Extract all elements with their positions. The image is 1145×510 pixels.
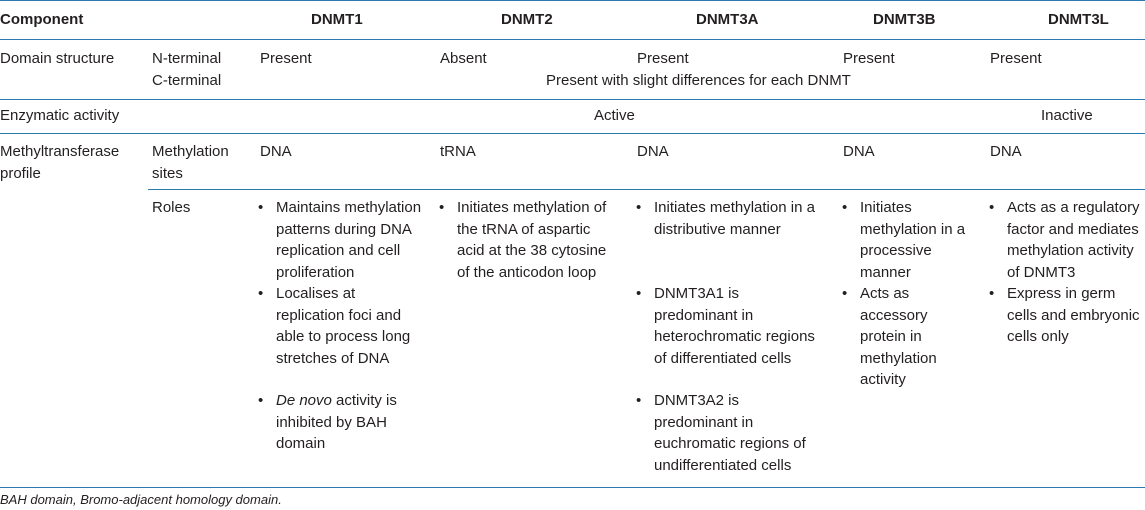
row-label-profile-line2: profile: [0, 165, 41, 182]
sites-dnmt3l: DNA: [990, 143, 1022, 160]
text-line: processive: [860, 242, 932, 259]
sites-dnmt3a: DNA: [637, 143, 669, 160]
list-item-text: [654, 197, 815, 240]
text-line: domain: [276, 435, 326, 452]
text-line: stretches of DNA: [276, 349, 390, 367]
text-line: Acts as a regulatory: [1007, 199, 1140, 216]
sites-dnmt1: DNA: [260, 143, 292, 160]
list-item-text: [276, 197, 421, 283]
text-line: Initiates methylation in a: [654, 199, 815, 216]
list-item-text: [654, 390, 806, 476]
text-line: predominant in: [654, 306, 754, 324]
text-line: cells only: [1007, 328, 1069, 345]
text-line: of DNMT3: [1007, 263, 1076, 281]
bullet-glyph: •: [258, 199, 264, 216]
header-dnmt3b: DNMT3B: [873, 11, 936, 28]
text-line: inhibited by BAH: [276, 413, 387, 431]
text-line: cells and embryonic: [1007, 306, 1140, 324]
text-line: undifferentiated cells: [654, 456, 792, 474]
bullet-glyph: •: [842, 285, 848, 302]
text-line: acid at the 38 cytosine: [457, 242, 607, 259]
text-line: predominant in: [654, 413, 754, 431]
enzymatic-inactive: Inactive: [1041, 107, 1093, 124]
n-terminal-label: N-terminal: [152, 50, 222, 67]
text-line: of differentiated cells: [654, 349, 792, 367]
c-terminal-all: Present with slight differences for each DNMT: [546, 72, 851, 89]
text-line: factor and mediates: [1007, 220, 1139, 238]
text-line: DNMT3A2 is: [654, 392, 740, 409]
list-item-text: [1007, 197, 1140, 283]
row-rule: [0, 99, 1145, 100]
bullet-glyph: •: [636, 285, 642, 302]
row-label-profile-line1: Methyltransferase: [0, 143, 120, 160]
roles-label: Roles: [152, 199, 191, 216]
text-line: methylation activity: [1007, 242, 1134, 259]
enzymatic-active: Active: [594, 107, 635, 124]
text-line: Maintains methylation: [276, 199, 422, 216]
bullet-glyph: •: [636, 199, 642, 216]
text-line: the tRNA of aspartic: [457, 220, 591, 238]
header-rule: [0, 39, 1145, 40]
methylation-sites-line2: sites: [152, 165, 183, 182]
domain-dnmt3a: Present: [637, 50, 689, 67]
bullet-glyph: •: [989, 285, 995, 302]
row-rule: [148, 189, 1145, 190]
text-line: euchromatic regions of: [654, 435, 806, 452]
text-line: heterochromatic regions: [654, 328, 815, 345]
text-line: protein in: [860, 328, 922, 345]
table-top-rule: [0, 0, 1145, 1]
bullet-glyph: •: [258, 392, 264, 409]
row-rule: [0, 133, 1145, 134]
text-line: Express in germ: [1007, 285, 1116, 302]
list-item-text: [1007, 283, 1140, 348]
text-line: methylation: [860, 349, 937, 367]
text-line: proliferation: [276, 263, 355, 281]
text-line: activity: [860, 371, 906, 388]
sites-dnmt3b: DNA: [843, 143, 875, 160]
bullet-glyph: •: [439, 199, 445, 216]
text-line: [276, 390, 397, 412]
text-line: Localises at: [276, 285, 356, 302]
header-dnmt1: DNMT1: [311, 11, 363, 28]
text-line: replication and cell: [276, 242, 401, 259]
bullet-glyph: •: [636, 392, 642, 409]
c-terminal-label: C-terminal: [152, 72, 222, 89]
domain-dnmt3b: Present: [843, 50, 895, 67]
text-line: of the anticodon loop: [457, 263, 597, 281]
domain-dnmt1: Present: [260, 50, 312, 67]
list-item-text: [654, 283, 815, 369]
header-dnmt3a: DNMT3A: [696, 11, 759, 28]
text-line: Initiates methylation of: [457, 199, 607, 216]
row-label-domain-structure: Domain structure: [0, 50, 115, 67]
methylation-sites-line1: Methylation: [152, 143, 229, 160]
domain-dnmt2: Absent: [440, 50, 487, 67]
list-item-text: [860, 283, 937, 391]
de-novo-italic: De novo: [276, 392, 332, 409]
text-line: distributive manner: [654, 220, 781, 238]
sites-dnmt2: tRNA: [440, 143, 476, 160]
de-novo-rest: activity is: [331, 392, 397, 409]
text-line: able to process long: [276, 328, 411, 345]
header-dnmt2: DNMT2: [501, 11, 553, 28]
list-item-text: [276, 283, 410, 369]
text-line: Initiates: [860, 199, 912, 216]
list-item-text: [860, 197, 965, 283]
text-line: patterns during DNA: [276, 220, 412, 238]
bullet-glyph: •: [842, 199, 848, 216]
table-footnote: BAH domain, Bromo-adjacent homology domain.: [0, 492, 282, 507]
list-item-text: [457, 197, 606, 283]
text-line: accessory: [860, 306, 928, 324]
text-line: Acts as: [860, 285, 910, 302]
domain-dnmt3l: Present: [990, 50, 1042, 67]
text-line: methylation in a: [860, 220, 966, 238]
text-line: DNMT3A1 is: [654, 285, 740, 302]
text-line: replication foci and: [276, 306, 402, 324]
header-component: Component: [0, 11, 84, 28]
bullet-glyph: •: [258, 285, 264, 302]
row-label-enzymatic-activity: Enzymatic activity: [0, 107, 120, 124]
list-item-text: [276, 390, 397, 455]
header-dnmt3l: DNMT3L: [1048, 11, 1109, 28]
text-line: manner: [860, 263, 911, 281]
bullet-glyph: •: [989, 199, 995, 216]
